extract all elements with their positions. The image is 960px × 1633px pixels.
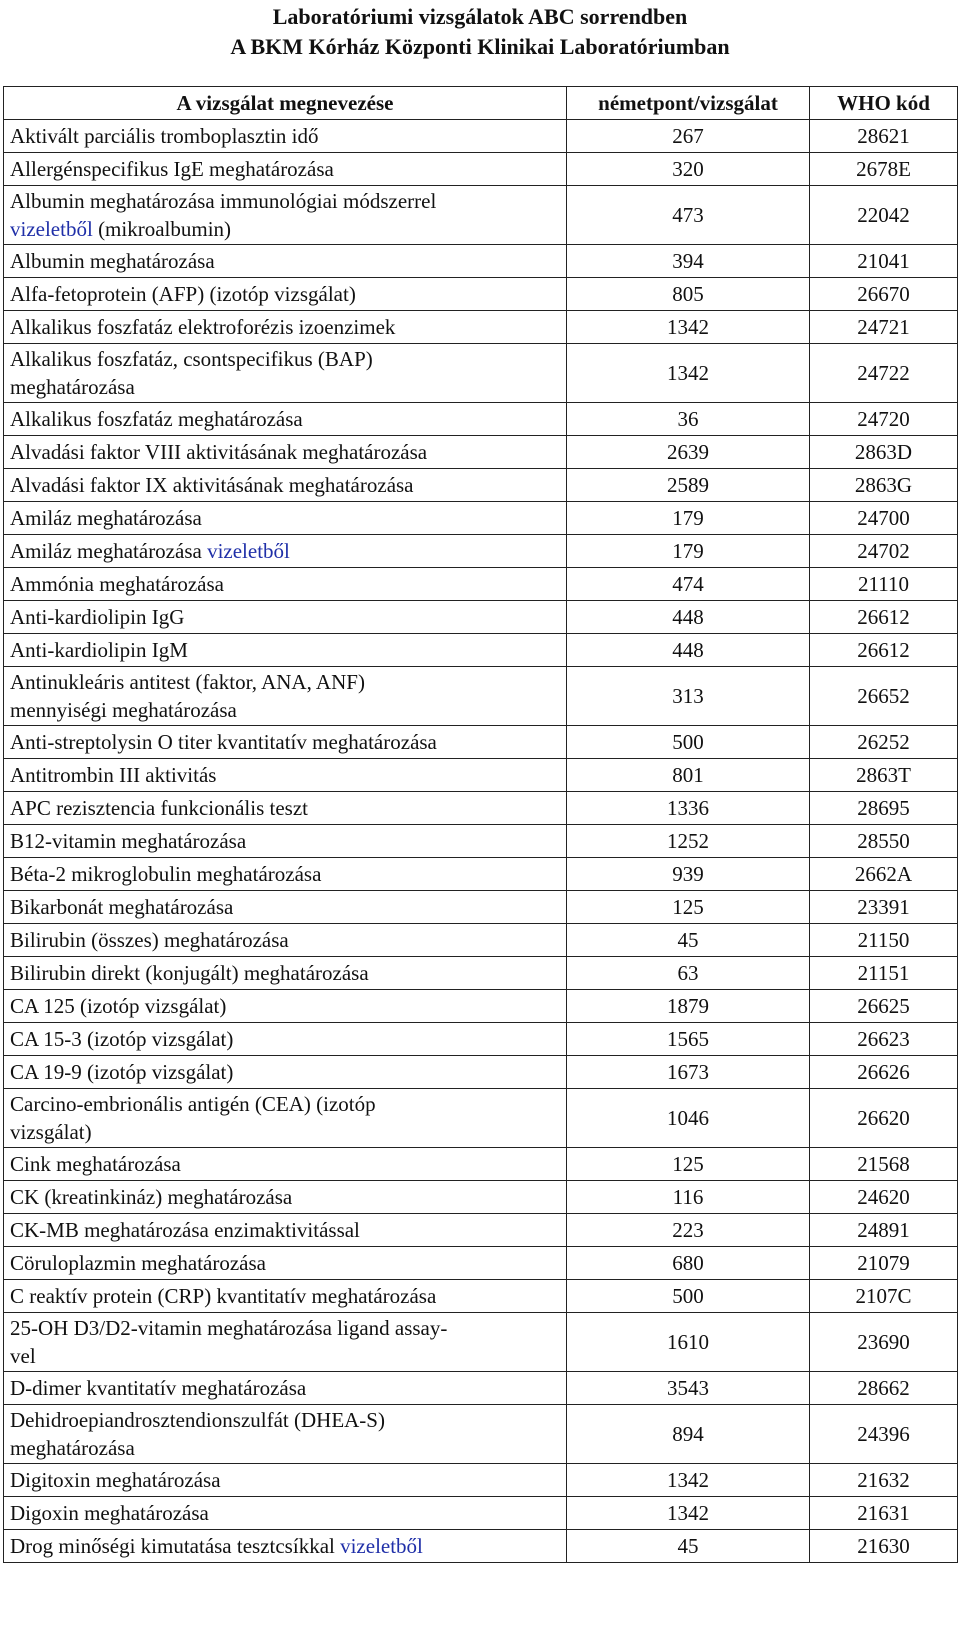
cell-who-code: 23391: [810, 891, 958, 924]
cell-who-code: 24620: [810, 1181, 958, 1214]
cell-who-code: 26252: [810, 726, 958, 759]
cell-points: 1610: [567, 1313, 810, 1372]
cell-points: 1342: [567, 344, 810, 403]
cell-test-name: [4, 1148, 567, 1181]
table-row: [4, 469, 958, 502]
cell-who-code: 26652: [810, 667, 958, 726]
cell-points: 680: [567, 1247, 810, 1280]
table-row: [4, 1089, 958, 1148]
test-name-part: mennyiségi meghatározása: [10, 698, 237, 722]
table-row: [4, 1372, 958, 1405]
test-name-part: Antinukleáris antitest (faktor, ANA, ANF): [10, 670, 365, 694]
cell-points: 1046: [567, 1089, 810, 1148]
cell-points: 125: [567, 891, 810, 924]
table-row: [4, 957, 958, 990]
test-name-part: vizeletből: [340, 1534, 423, 1558]
table-row: [4, 311, 958, 344]
cell-points: 223: [567, 1214, 810, 1247]
cell-points: 179: [567, 535, 810, 568]
cell-test-name: [4, 1313, 567, 1372]
cell-points: 1336: [567, 792, 810, 825]
cell-points: 320: [567, 153, 810, 186]
cell-test-name: [4, 792, 567, 825]
test-name-part: Alvadási faktor IX aktivitásának meghatározása: [10, 473, 414, 497]
title-line-2: A BKM Kórház Központi Klinikai Laboratóriumban: [230, 34, 730, 59]
test-name-part: vizeletből: [10, 217, 93, 241]
cell-test-name: [4, 759, 567, 792]
cell-test-name: [4, 245, 567, 278]
table-row: [4, 1148, 958, 1181]
cell-test-name: [4, 502, 567, 535]
cell-test-name: [4, 403, 567, 436]
test-name-part: meghatározása: [10, 1436, 135, 1460]
test-name-part: Antitrombin III aktivitás: [10, 763, 217, 787]
cell-who-code: 2863T: [810, 759, 958, 792]
table-body: [4, 120, 958, 1563]
cell-test-name: [4, 469, 567, 502]
cell-test-name: [4, 1214, 567, 1247]
cell-test-name: [4, 634, 567, 667]
table-row: [4, 759, 958, 792]
cell-who-code: 24702: [810, 535, 958, 568]
test-name-part: Digitoxin meghatározása: [10, 1468, 221, 1492]
cell-points: 267: [567, 120, 810, 153]
cell-who-code: 28662: [810, 1372, 958, 1405]
table-row: [4, 403, 958, 436]
cell-who-code: 26620: [810, 1089, 958, 1148]
cell-who-code: 21151: [810, 957, 958, 990]
test-name-part: Alkalikus foszfatáz, csontspecifikus (BAP): [10, 347, 373, 371]
cell-points: 1673: [567, 1056, 810, 1089]
test-name-part: APC rezisztencia funkcionális teszt: [10, 796, 308, 820]
cell-points: 3543: [567, 1372, 810, 1405]
cell-who-code: 24700: [810, 502, 958, 535]
test-name-part: Cöruloplazmin meghatározása: [10, 1251, 266, 1275]
cell-test-name: [4, 1405, 567, 1464]
test-name-part: meghatározása: [10, 375, 135, 399]
table-row: [4, 726, 958, 759]
cell-who-code: 2678E: [810, 153, 958, 186]
table-header-row: [4, 87, 958, 120]
cell-test-name: [4, 1497, 567, 1530]
cell-points: 1565: [567, 1023, 810, 1056]
test-name-part: Bikarbonát meghatározása: [10, 895, 234, 919]
cell-test-name: [4, 1181, 567, 1214]
cell-who-code: 21632: [810, 1464, 958, 1497]
test-name-part: Albumin meghatározása immunológiai módszerrel: [10, 189, 437, 213]
test-name-part: CK-MB meghatározása enzimaktivitással: [10, 1218, 360, 1242]
test-name-part: Drog minőségi kimutatása tesztcsíkkal: [10, 1534, 341, 1558]
table-row: [4, 1181, 958, 1214]
test-name-part: Ammónia meghatározása: [10, 572, 224, 596]
cell-test-name: [4, 726, 567, 759]
cell-test-name: [4, 153, 567, 186]
cell-test-name: [4, 858, 567, 891]
cell-test-name: [4, 1247, 567, 1280]
cell-points: 894: [567, 1405, 810, 1464]
cell-who-code: 26625: [810, 990, 958, 1023]
cell-who-code: 26670: [810, 278, 958, 311]
cell-points: 448: [567, 634, 810, 667]
test-name-part: Bilirubin (összes) meghatározása: [10, 928, 289, 952]
cell-points: 313: [567, 667, 810, 726]
table-row: [4, 1214, 958, 1247]
table-row: [4, 858, 958, 891]
cell-who-code: 2107C: [810, 1280, 958, 1313]
test-name-part: Anti-kardiolipin IgG: [10, 605, 185, 629]
test-name-part: Allergénspecifikus IgE meghatározása: [10, 157, 334, 181]
cell-test-name: [4, 891, 567, 924]
cell-points: 36: [567, 403, 810, 436]
title-line-1: Laboratóriumi vizsgálatok ABC sorrendben: [272, 4, 688, 29]
cell-who-code: 26612: [810, 601, 958, 634]
test-name-part: CK (kreatinkináz) meghatározása: [10, 1185, 293, 1209]
table-row: [4, 1405, 958, 1464]
cell-who-code: 21041: [810, 245, 958, 278]
cell-points: 939: [567, 858, 810, 891]
test-name-part: Dehidroepiandrosztendionszulfát (DHEA-S): [10, 1408, 385, 1432]
test-name-part: D-dimer kvantitatív meghatározása: [10, 1376, 307, 1400]
test-name-part: vel: [10, 1344, 36, 1368]
table-row: [4, 535, 958, 568]
test-name-part: CA 15-3 (izotóp vizsgálat): [10, 1027, 234, 1051]
table-row: [4, 278, 958, 311]
cell-who-code: 21110: [810, 568, 958, 601]
table-row: [4, 502, 958, 535]
cell-points: 448: [567, 601, 810, 634]
cell-points: 2589: [567, 469, 810, 502]
cell-points: 1342: [567, 1497, 810, 1530]
table-row: [4, 1497, 958, 1530]
cell-who-code: 26612: [810, 634, 958, 667]
test-name-part: Amiláz meghatározása: [10, 506, 202, 530]
cell-test-name: [4, 1089, 567, 1148]
cell-who-code: 24721: [810, 311, 958, 344]
cell-who-code: 24396: [810, 1405, 958, 1464]
table-row: [4, 344, 958, 403]
table-row: [4, 1247, 958, 1280]
test-name-part: (mikroalbumin): [92, 217, 232, 241]
table-row: [4, 891, 958, 924]
cell-points: 45: [567, 1530, 810, 1563]
table-row: [4, 568, 958, 601]
cell-points: 179: [567, 502, 810, 535]
cell-who-code: 26623: [810, 1023, 958, 1056]
cell-test-name: [4, 186, 567, 245]
cell-test-name: [4, 344, 567, 403]
cell-test-name: [4, 120, 567, 153]
test-name-part: Alfa-fetoprotein (AFP) (izotóp vizsgálat): [10, 282, 356, 306]
cell-test-name: [4, 1464, 567, 1497]
cell-test-name: [4, 535, 567, 568]
table-row: [4, 186, 958, 245]
table-row: [4, 601, 958, 634]
test-name-part: Digoxin meghatározása: [10, 1501, 209, 1525]
cell-test-name: [4, 667, 567, 726]
document-title: [0, 0, 960, 62]
test-name-part: CA 19-9 (izotóp vizsgálat): [10, 1060, 234, 1084]
test-name-part: CA 125 (izotóp vizsgálat): [10, 994, 227, 1018]
cell-test-name: [4, 1023, 567, 1056]
test-name-part: Alvadási faktor VIII aktivitásának meghatározása: [10, 440, 428, 464]
test-name-part: Béta-2 mikroglobulin meghatározása: [10, 862, 322, 886]
cell-who-code: 2863D: [810, 436, 958, 469]
cell-points: 801: [567, 759, 810, 792]
cell-points: 2639: [567, 436, 810, 469]
table-row: [4, 825, 958, 858]
cell-test-name: [4, 825, 567, 858]
column-header-who: WHO kód: [810, 87, 958, 120]
cell-who-code: 28550: [810, 825, 958, 858]
table-row: [4, 120, 958, 153]
cell-who-code: 21150: [810, 924, 958, 957]
cell-points: 1252: [567, 825, 810, 858]
cell-who-code: 24891: [810, 1214, 958, 1247]
cell-test-name: [4, 1280, 567, 1313]
test-name-part: 25-OH D3/D2-vitamin meghatározása ligand assay-: [10, 1316, 448, 1340]
table-row: [4, 924, 958, 957]
test-name-part: Bilirubin direkt (konjugált) meghatározása: [10, 961, 369, 985]
cell-who-code: 21568: [810, 1148, 958, 1181]
cell-test-name: [4, 924, 567, 957]
cell-who-code: 22042: [810, 186, 958, 245]
test-name-part: Amiláz meghatározása: [10, 539, 208, 563]
cell-points: 1342: [567, 311, 810, 344]
cell-who-code: 21630: [810, 1530, 958, 1563]
cell-points: 500: [567, 726, 810, 759]
cell-test-name: [4, 568, 567, 601]
test-name-part: vizsgálat): [10, 1120, 92, 1144]
cell-test-name: [4, 278, 567, 311]
cell-test-name: [4, 1372, 567, 1405]
cell-points: 394: [567, 245, 810, 278]
cell-test-name: [4, 311, 567, 344]
test-name-part: Carcino-embrionális antigén (CEA) (izotóp: [10, 1092, 376, 1116]
cell-points: 805: [567, 278, 810, 311]
cell-who-code: 2863G: [810, 469, 958, 502]
test-name-part: Albumin meghatározása: [10, 249, 215, 273]
cell-who-code: 24720: [810, 403, 958, 436]
test-name-part: vizeletből: [207, 539, 290, 563]
column-header-name: A vizsgálat megnevezése: [4, 87, 567, 120]
table-row: [4, 634, 958, 667]
table-row: [4, 1023, 958, 1056]
cell-who-code: 28621: [810, 120, 958, 153]
cell-who-code: 26626: [810, 1056, 958, 1089]
cell-who-code: 2662A: [810, 858, 958, 891]
test-name-part: Anti-kardiolipin IgM: [10, 638, 188, 662]
cell-points: 474: [567, 568, 810, 601]
test-name-part: C reaktív protein (CRP) kvantitatív meghatározása: [10, 1284, 437, 1308]
test-name-part: Anti-streptolysin O titer kvantitatív meghatározása: [10, 730, 437, 754]
lab-tests-table: [3, 86, 958, 1563]
test-name-part: B12-vitamin meghatározása: [10, 829, 247, 853]
table-row: [4, 990, 958, 1023]
cell-test-name: [4, 601, 567, 634]
cell-points: 500: [567, 1280, 810, 1313]
cell-test-name: [4, 1530, 567, 1563]
column-header-points: németpont/vizsgálat: [567, 87, 810, 120]
table-row: [4, 436, 958, 469]
cell-points: 116: [567, 1181, 810, 1214]
cell-test-name: [4, 1056, 567, 1089]
table-row: [4, 1530, 958, 1563]
cell-points: 45: [567, 924, 810, 957]
cell-points: 63: [567, 957, 810, 990]
cell-who-code: 24722: [810, 344, 958, 403]
cell-who-code: 21631: [810, 1497, 958, 1530]
cell-test-name: [4, 436, 567, 469]
cell-who-code: 28695: [810, 792, 958, 825]
cell-points: 1879: [567, 990, 810, 1023]
test-name-part: Alkalikus foszfatáz meghatározása: [10, 407, 303, 431]
cell-points: 473: [567, 186, 810, 245]
table-row: [4, 1056, 958, 1089]
table-row: [4, 245, 958, 278]
test-name-part: Cink meghatározása: [10, 1152, 181, 1176]
cell-points: 125: [567, 1148, 810, 1181]
table-row: [4, 1280, 958, 1313]
table-row: [4, 1313, 958, 1372]
cell-who-code: 21079: [810, 1247, 958, 1280]
table-row: [4, 1464, 958, 1497]
table-row: [4, 153, 958, 186]
cell-test-name: [4, 957, 567, 990]
test-name-part: Aktivált parciális tromboplasztin idő: [10, 124, 319, 148]
test-name-part: Alkalikus foszfatáz elektroforézis izoenzimek: [10, 315, 396, 339]
cell-who-code: 23690: [810, 1313, 958, 1372]
cell-points: 1342: [567, 1464, 810, 1497]
cell-test-name: [4, 990, 567, 1023]
table-row: [4, 792, 958, 825]
table-row: [4, 667, 958, 726]
